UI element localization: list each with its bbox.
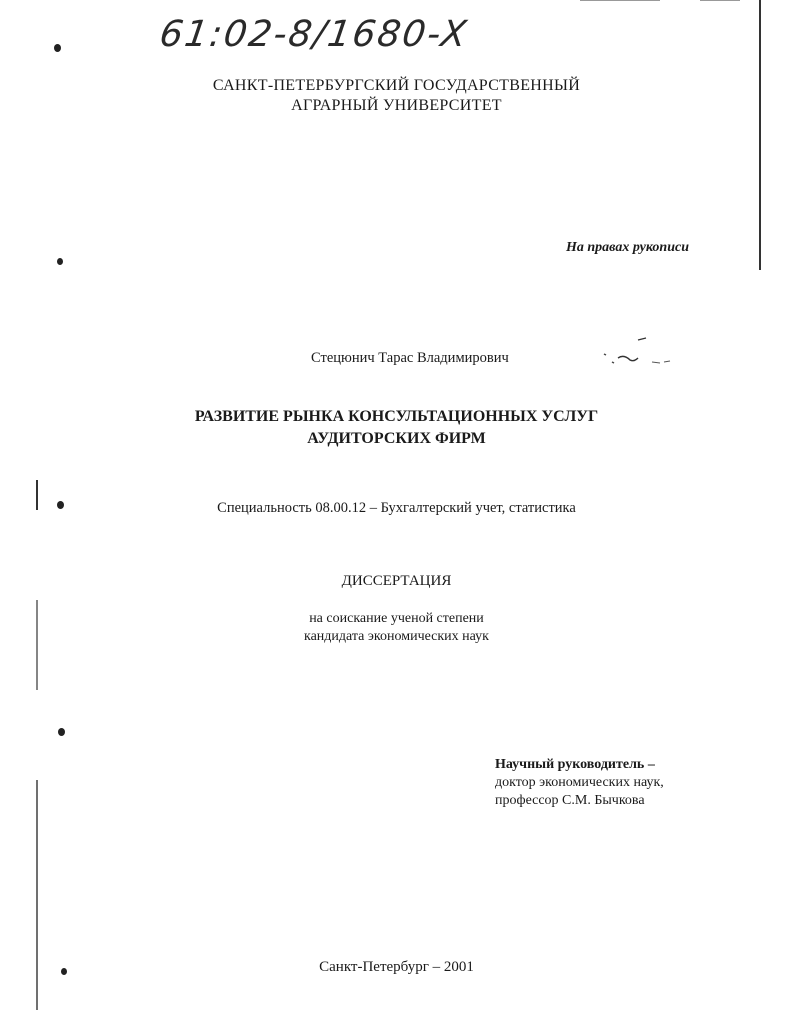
degree-line-2: кандидата экономических наук <box>304 629 489 644</box>
punch-hole-mark <box>58 728 65 736</box>
supervisor-label: Научный руководитель – <box>495 757 655 772</box>
title-line-1: РАЗВИТИЕ РЫНКА КОНСУЛЬТАЦИОННЫХ УСЛУГ <box>194 408 599 425</box>
scan-edge-line <box>759 0 761 270</box>
specialty: Специальность 08.00.12 – Бухгалтерский учет, статистика <box>217 500 576 516</box>
degree-line-1: на соискание ученой степени <box>309 611 484 626</box>
city-year: Санкт-Петербург – 2001 <box>319 959 474 975</box>
author-name: Стецюнич Тарас Владимирович <box>311 350 509 366</box>
dissertation-title <box>0 406 793 450</box>
archive-number: 61:02-8/1680-X <box>157 14 471 55</box>
document-type: ДИССЕРТАЦИЯ <box>341 573 452 589</box>
university-line-2: АГРАРНЫЙ УНИВЕРСИТЕТ <box>291 97 502 114</box>
supervisor-block <box>495 756 664 810</box>
scan-top-line <box>700 0 740 1</box>
scan-top-line <box>580 0 660 1</box>
degree-sought <box>0 610 793 646</box>
title-line-2: АУДИТОРСКИХ ФИРМ <box>307 430 486 447</box>
punch-hole-mark <box>57 258 63 265</box>
supervisor-line-1: доктор экономических наук, <box>495 775 664 790</box>
university-name <box>0 76 793 116</box>
university-line-1: САНКТ-ПЕТЕРБУРГСКИЙ ГОСУДАРСТВЕННЫЙ <box>212 77 581 94</box>
supervisor-line-2: профессор С.М. Бычкова <box>495 793 645 808</box>
signature-scribble <box>590 332 680 372</box>
manuscript-note: На правах рукописи <box>566 240 689 255</box>
punch-hole-mark <box>54 44 61 52</box>
